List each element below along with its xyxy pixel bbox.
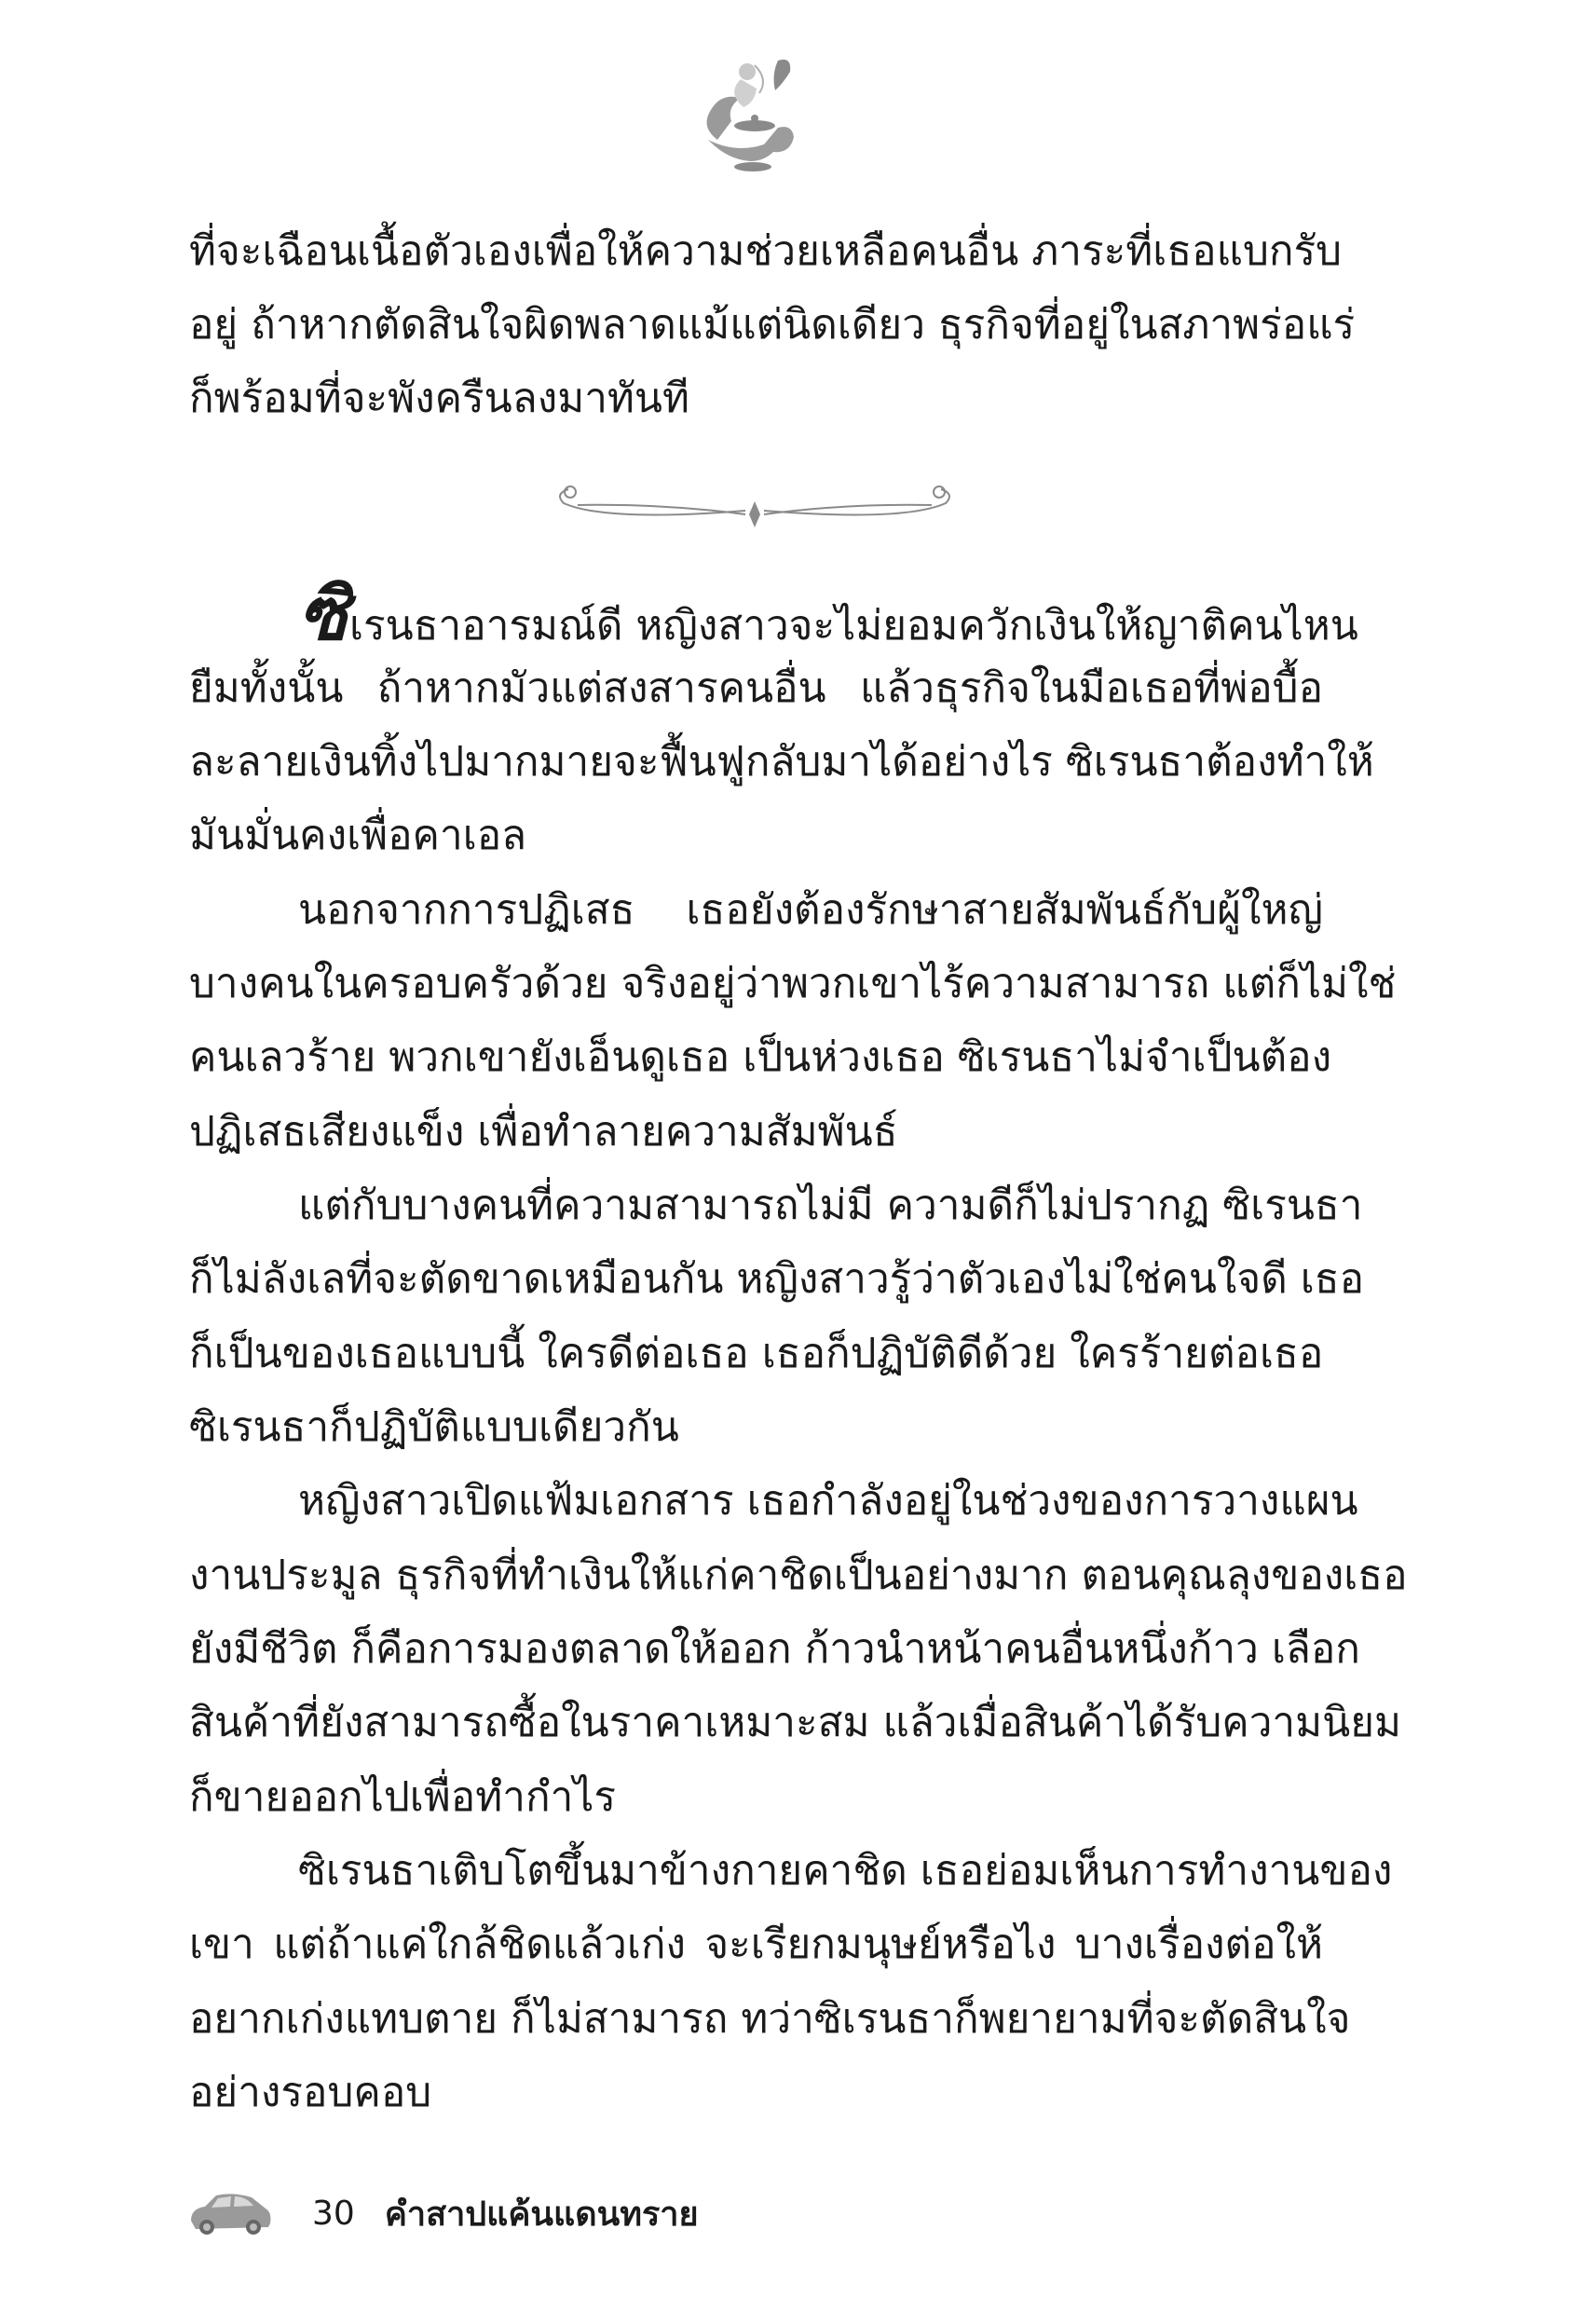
text-line: ก็ขายออกไปเพื่อทำกำไร: [189, 1773, 617, 1821]
page-number: 30: [312, 2194, 355, 2233]
text-line: นอกจากการปฏิเสธ เธอยังต้องรักษาสายสัมพันธ์กับผู้ใหญ่: [298, 886, 1323, 934]
book-title: คำสาปแค้นแดนทราย: [384, 2195, 699, 2234]
car-icon: [186, 2188, 275, 2239]
text-line: เขา แต่ถ้าแค่ใกล้ชิดแล้วเก่ง จะเรียกมนุษย์หรือไง บางเรื่องต่อให้: [189, 1921, 1323, 1968]
text-line-first: [298, 572, 1358, 657]
text-line: ยังมีชีวิต ก็คือการมองตลาดให้ออก ก้าวนำหน้าคนอื่นหนึ่งก้าว เลือก: [189, 1625, 1360, 1673]
text-line: หญิงสาวเปิดแฟ้มเอกสาร เธอกำลังอยู่ในช่วงของการวางแผน: [298, 1477, 1358, 1525]
text-line: งานประมูล ธุรกิจที่ทำเงินให้แก่คาชิดเป็นอย่างมาก ตอนคุณลุงของเธอ: [189, 1552, 1408, 1599]
text-line: ก็เป็นของเธอแบบนี้ ใครดีต่อเธอ เธอก็ปฏิบัติดีด้วย ใครร้ายต่อเธอ: [189, 1330, 1324, 1377]
text-line: มันมั่นคงเพื่อคาเอล: [189, 812, 527, 859]
text-line: ที่จะเฉือนเนื้อตัวเองเพื่อให้ความช่วยเหลือคนอื่น ภาระที่เธอแบกรับ: [189, 227, 1343, 275]
text-line: สินค้าที่ยังสามารถซื้อในราคาเหมาะสม แล้วเมื่อสินค้าได้รับความนิยม: [189, 1699, 1402, 1746]
text-line: แต่กับบางคนที่ความสามารถไม่มี ความดีก็ไม่ปรากฏ ซิเรนธา: [298, 1182, 1363, 1229]
text-line: อยากเก่งแทบตาย ก็ไม่สามารถ ทว่าซิเรนธาก็พยายามที่จะตัดสินใจ: [189, 1995, 1351, 2043]
text-line: ละลายเงินทิ้งไปมากมายจะฟื้นฟูกลับมาได้อย่างไร ซิเรนธาต้องทำให้: [189, 738, 1374, 786]
text-line: บางคนในครอบครัวด้วย จริงอยู่ว่าพวกเขาไร้ความสามารถ แต่ก็ไม่ใช่: [189, 960, 1397, 1007]
text-line: ก็ไม่ลังเลที่จะตัดขาดเหมือนกัน หญิงสาวรู้ว่าตัวเองไม่ใช่คนใจดี เธอ: [189, 1255, 1365, 1303]
text-line: อย่างรอบคอบ: [189, 2069, 432, 2116]
drop-cap: ซิ: [298, 572, 348, 657]
text-line: ยืมทั้งนั้น ถ้าหากมัวแต่สงสารคนอื่น แล้วธุรกิจในมือเธอที่พ่อบื้อ: [189, 664, 1323, 712]
flourish-divider-icon: [550, 475, 960, 531]
text-line: ซิเรนธาเติบโตขึ้นมาข้างกายคาชิด เธอย่อมเห็นการทำงานของ: [298, 1847, 1393, 1894]
text-line: เรนธาอารมณ์ดี หญิงสาวจะไม่ยอมควักเงินให้ญาติคนไหน: [348, 602, 1358, 650]
text-line: อยู่ ถ้าหากตัดสินใจผิดพลาดแม้แต่นิดเดียว ธุรกิจที่อยู่ในสภาพร่อแร่: [189, 301, 1356, 349]
page-footer: [186, 2181, 699, 2246]
text-line: ซิเรนธาก็ปฏิบัติแบบเดียวกัน: [189, 1403, 679, 1451]
lamp-cupid-icon: [689, 51, 820, 172]
text-line: ก็พร้อมที่จะพังครืนลงมาทันที: [189, 375, 690, 422]
text-line: ปฏิเสธเสียงแข็ง เพื่อทำลายความสัมพันธ์: [189, 1108, 898, 1156]
text-line: คนเลวร้าย พวกเขายังเอ็นดูเธอ เป็นห่วงเธอ ซิเรนธาไม่จำเป็นต้อง: [189, 1033, 1332, 1081]
